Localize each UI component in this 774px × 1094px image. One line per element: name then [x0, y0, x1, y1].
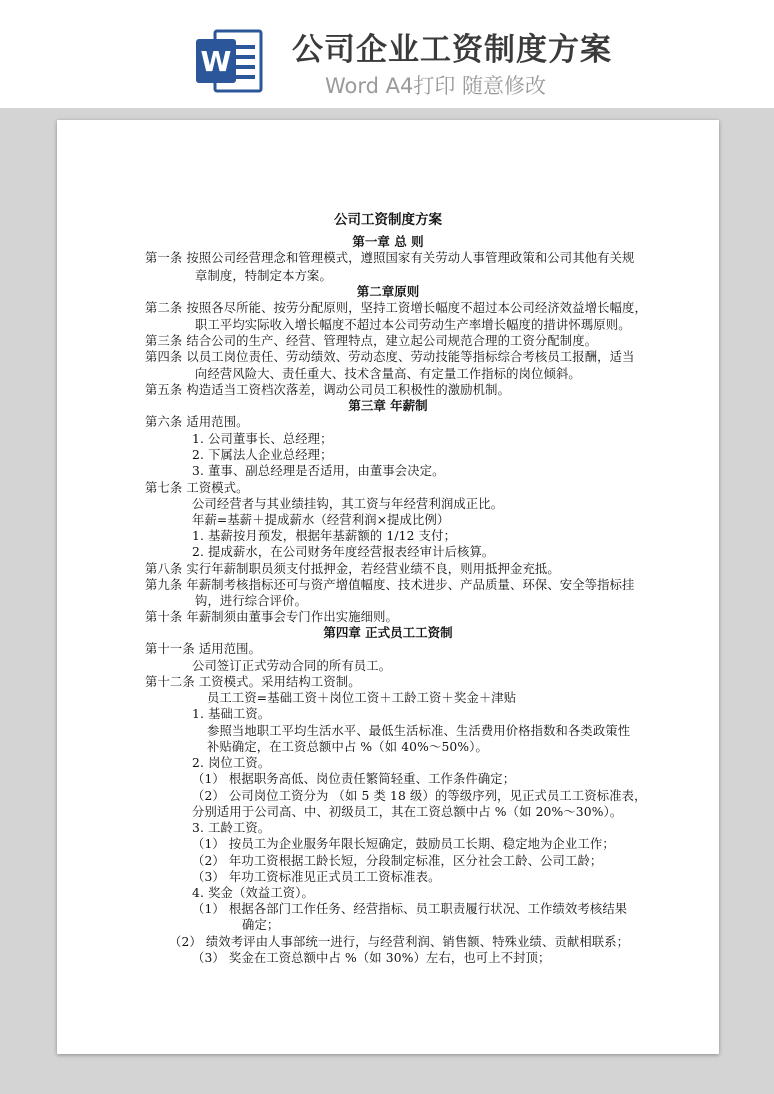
article-line: 第三条 结合公司的生产、经营、管理特点，建立起公司规范合理的工资分配制度。: [145, 334, 598, 348]
list-item: （2） 绩效考评由人事部统一进行，与经营利润、销售额、特殊业绩、贡献相联系；: [169, 935, 630, 949]
document-body: [57, 120, 719, 1054]
article-line: 第九条 年薪制考核指标还可与资产增值幅度、技术进步、产品质量、环保、安全等指标挂: [145, 578, 635, 592]
list-item: 3. 董事、副总经理是否适用，由董事会决定。: [192, 464, 445, 478]
list-item: 2. 岗位工资。: [192, 756, 271, 770]
list-item: 1. 公司董事长、总经理；: [192, 432, 333, 446]
article-line: 第六条 适用范围。: [145, 415, 249, 429]
list-item: 1. 基础工资。: [192, 707, 271, 721]
list-item: （1） 根据职务高低、岗位责任繁简轻重、工作条件确定；: [192, 772, 516, 786]
article-line: 分别适用于公司高、中、初级员工，其在工资总额中占 %（如 20%～30%）。: [192, 805, 623, 819]
list-item: （2） 公司岗位工资分为 （如 5 类 18 级）的等级序列，见正式员工工资标准表，: [192, 789, 647, 803]
banner-subtitle: Word A4打印 随意修改: [325, 74, 547, 98]
article-line: 第四条 以员工岗位责任、劳动绩效、劳动态度、劳动技能等指标综合考核员工报酬，适当: [145, 350, 635, 364]
list-item: （1） 根据各部门工作任务、经营指标、员工职责履行状况、工作绩效考核结果: [192, 902, 628, 916]
article-line: 年薪=基薪＋提成薪水（经营利润×提成比例）: [192, 513, 450, 527]
article-line: 钩，进行综合评价。: [195, 594, 308, 608]
list-item: （3） 奖金在工资总额中占 %（如 30%）左右，也可上不封顶；: [192, 951, 551, 965]
article-line: 第十二条 工资模式。采用结构工资制。: [145, 675, 361, 689]
chapter-heading: 第三章 年薪制: [348, 398, 428, 413]
article-line: 公司签订正式劳动合同的所有员工。: [192, 659, 392, 673]
word-icon-letter: W: [200, 45, 232, 78]
article-line: 第十条 年薪制须由董事会专门作出实施细则。: [145, 610, 398, 624]
article-line: 确定；: [242, 918, 280, 932]
article-line: 公司经营者与其业绩挂钩，其工资与年经营利润成正比。: [192, 497, 504, 511]
list-item: 2. 下属法人企业总经理；: [192, 448, 333, 462]
banner-title: 公司企业工资制度方案: [292, 32, 612, 68]
chapter-heading: 第一章 总 则: [352, 234, 424, 249]
article-line: 员工工资=基础工资＋岗位工资＋工龄工资＋奖金＋津贴: [207, 691, 517, 705]
word-document-icon: [193, 25, 265, 97]
article-line: 第八条 实行年薪制职员须支付抵押金，若经营业绩不良，则用抵押金充抵。: [145, 562, 560, 576]
article-line: 第十一条 适用范围。: [145, 642, 262, 656]
article-line: 补贴确定，在工资总额中占 %（如 40%～50%）。: [207, 740, 488, 754]
list-item: 2. 提成薪水，在公司财务年度经营报表经审计后核算。: [192, 545, 495, 559]
list-item: （3） 年功工资标准见正式员工工资标准表。: [192, 870, 441, 884]
chapter-heading: 第二章原则: [356, 284, 420, 299]
article-line: 第二条 按照各尽所能、按劳分配原则，坚持工资增长幅度不超过本公司经济效益增长幅度，: [145, 301, 647, 315]
chapter-heading: 第四章 正式员工工资制: [323, 625, 453, 640]
list-item: 1. 基薪按月预发，根据年基薪额的 1/12 支付；: [192, 529, 457, 543]
document-page: [57, 120, 719, 1054]
list-item: （1） 按员工为企业服务年限长短确定，鼓励员工长期、稳定地为企业工作；: [192, 837, 615, 851]
article-line: 第五条 构造适当工资档次落差，调动公司员工积极性的激励机制。: [145, 383, 511, 397]
article-line: 章制度，特制定本方案。: [195, 269, 332, 283]
article-line: 向经营风险大、责任重大、技术含量高、有定量工作指标的岗位倾斜。: [195, 367, 581, 381]
article-line: 参照当地职工平均生活水平、最低生活标准、生活费用价格指数和各类政策性: [207, 724, 631, 738]
list-item: 3. 工龄工资。: [192, 821, 271, 835]
list-item: 4. 奖金（效益工资）。: [192, 886, 314, 900]
list-item: （2） 年功工资根据工龄长短，分段制定标准，区分社会工龄、公司工龄；: [192, 854, 603, 868]
article-line: 第一条 按照公司经营理念和管理模式，遵照国家有关劳动人事管理政策和公司其他有关规: [145, 251, 635, 265]
document-title: 公司工资制度方案: [334, 212, 442, 228]
banner-header: [0, 0, 774, 110]
article-line: 第七条 工资模式。: [145, 481, 249, 495]
article-line: 职工平均实际收入增长幅度不超过本公司劳动生产率增长幅度的措讲怀瑪原则。: [195, 318, 631, 332]
